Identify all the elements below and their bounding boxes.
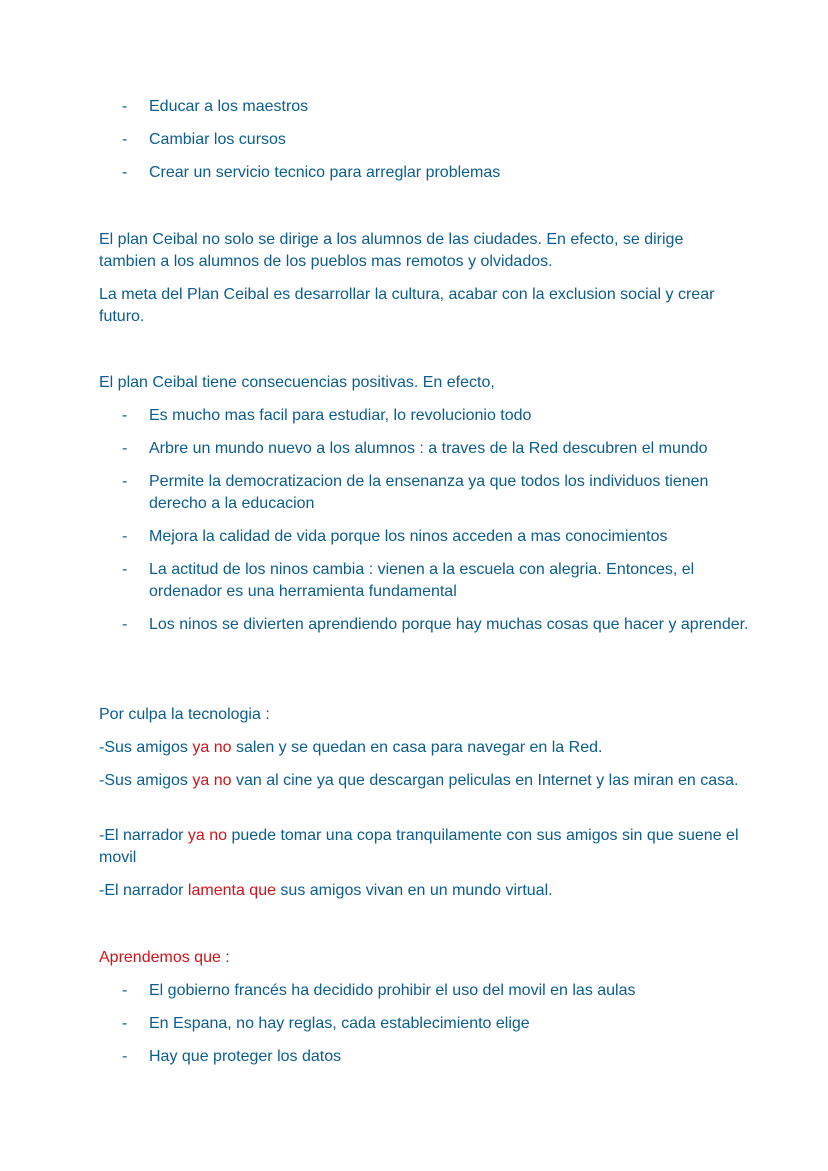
list-item-text: Hay que proteger los datos (149, 1048, 342, 1065)
list-item (99, 405, 749, 427)
list-objetivos (99, 96, 749, 195)
list-item (99, 1013, 749, 1035)
highlight-phrase: ya no (192, 739, 232, 756)
list-item (99, 438, 749, 460)
tecnologia-line-2 (99, 770, 739, 792)
tecnologia-line-1 (99, 737, 739, 759)
line-suffix: salen y se quedan en casa para navegar en la Red. (231, 739, 603, 756)
bullet-dash: - (122, 982, 128, 999)
bullet-dash: - (122, 561, 128, 578)
list-consecuencias (99, 405, 749, 647)
list-item (99, 526, 749, 548)
line-prefix: -El narrador (99, 882, 188, 899)
tecnologia-line-3 (99, 825, 739, 869)
list-item-text: La actitud de los ninos cambia : vienen a la escuela con alegria. Entonces, el ordenador es una herramienta fundamental (149, 561, 695, 600)
paragraph-consecuencias-intro: El plan Ceibal tiene consecuencias positivas. En efecto, (99, 374, 495, 391)
list-item-text: Es mucho mas facil para estudiar, lo revolucionio todo (149, 407, 532, 424)
list-item-text: Crear un servicio tecnico para arreglar problemas (149, 164, 501, 181)
paragraph-tecnologia-intro: Por culpa la tecnologia : (99, 706, 270, 723)
bullet-dash: - (122, 473, 128, 490)
paragraph-ceibal-alcance: El plan Ceibal no solo se dirige a los alumnos de las ciudades. En efecto, se dirige tambien a los alumnos de los pueblos mas remotos y olvidados. (99, 231, 684, 270)
list-item-text: El gobierno francés ha decidido prohibir el uso del movil en las aulas (149, 982, 636, 999)
list-item (99, 559, 749, 603)
list-aprendemos (99, 980, 749, 1079)
heading-aprendemos: Aprendemos que : (99, 949, 230, 966)
list-item-text: Educar a los maestros (149, 98, 309, 115)
bullet-dash: - (122, 528, 128, 545)
bullet-dash: - (122, 164, 128, 181)
line-suffix: sus amigos vivan en un mundo virtual. (275, 882, 553, 899)
list-item (99, 471, 749, 515)
bullet-dash: - (122, 1048, 128, 1065)
line-prefix: -El narrador (99, 827, 188, 844)
list-item (99, 96, 749, 118)
highlight-phrase: ya no (192, 772, 232, 789)
list-item-text: Arbre un mundo nuevo a los alumnos : a traves de la Red descubren el mundo (149, 440, 708, 457)
line-suffix: puede tomar una copa tranquilamente con sus amigos sin que suene el movil (99, 827, 739, 866)
list-item (99, 162, 749, 184)
tecnologia-line-4 (99, 880, 739, 902)
bullet-dash: - (122, 1015, 128, 1032)
highlight-phrase: lamenta que (187, 882, 276, 899)
bullet-dash: - (122, 98, 128, 115)
line-prefix: -Sus amigos (99, 739, 193, 756)
line-prefix: -Sus amigos (99, 772, 193, 789)
highlight-phrase: ya no (187, 827, 228, 844)
list-item-text: Mejora la calidad de vida porque los ninos acceden a mas conocimientos (149, 528, 668, 545)
list-item-text: En Espana, no hay reglas, cada establecimiento elige (149, 1015, 530, 1032)
list-item-text: Cambiar los cursos (149, 131, 286, 148)
paragraph-ceibal-meta: La meta del Plan Ceibal es desarrollar la cultura, acabar con la exclusion social y crear futuro. (99, 286, 715, 325)
bullet-dash: - (122, 440, 128, 457)
list-item (99, 614, 749, 636)
list-item (99, 1046, 749, 1068)
list-item (99, 980, 749, 1002)
list-item (99, 129, 749, 151)
bullet-dash: - (122, 131, 128, 148)
list-item-text: Los ninos se divierten aprendiendo porque hay muchas cosas que hacer y aprender. (149, 616, 749, 633)
list-item-text: Permite la democratizacion de la ensenanza ya que todos los individuos tienen derecho a la educacion (149, 473, 709, 512)
bullet-dash: - (122, 616, 128, 633)
bullet-dash: - (122, 407, 128, 424)
line-suffix: van al cine ya que descargan peliculas en Internet y las miran en casa. (231, 772, 739, 789)
